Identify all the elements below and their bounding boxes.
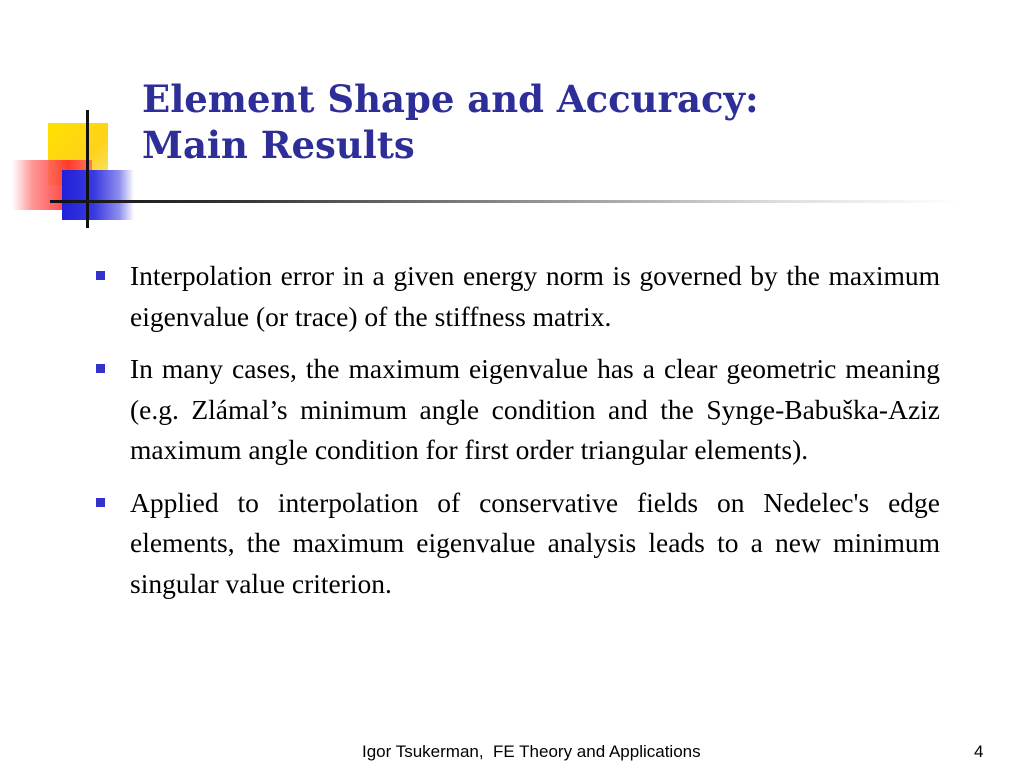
slide-title-line-1: Element Shape and Accuracy:: [142, 77, 759, 121]
bullet-text: In many cases, the maximum eigenvalue has a clear geometric meaning (e.g. Zlámal’s minimum angle condition and the Synge-Babuška-Aziz maximum angle condition for first order triangular elements).: [130, 353, 940, 465]
slide-title-line-2: Main Results: [142, 123, 415, 167]
square-bullet-icon: [96, 271, 105, 280]
footer-text: Igor Tsukerman, FE Theory and Applications: [362, 742, 701, 761]
title-underline: [50, 200, 960, 203]
page-number: 4: [974, 742, 984, 761]
bullet-text: Applied to interpolation of conservative fields on Nedelec's edge elements, the maximum eigenvalue analysis leads to a new minimum singular value criterion.: [130, 486, 940, 599]
decorative-blue-square: [62, 170, 134, 220]
bullet-item: [92, 483, 940, 605]
slide-title: [142, 76, 962, 168]
bullet-list: [92, 256, 940, 616]
bullet-item: [92, 256, 940, 337]
bullet-item: [92, 349, 940, 471]
bullet-text: Interpolation error in a given energy norm is governed by the maximum eigenvalue (or trace) of the stiffness matrix.: [130, 260, 940, 332]
square-bullet-icon: [96, 498, 105, 507]
square-bullet-icon: [96, 364, 105, 373]
decorative-vertical-line: [86, 110, 89, 228]
